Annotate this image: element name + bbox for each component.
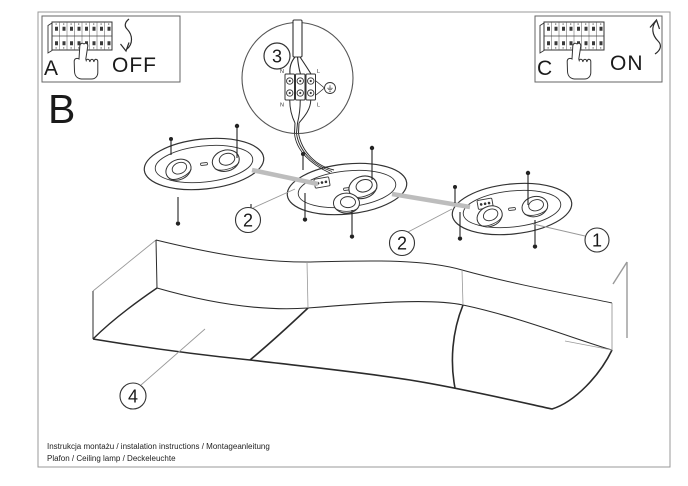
terminal-block	[285, 74, 316, 100]
terminal-label-l-top: L	[316, 69, 321, 75]
callout-3-number: 3	[271, 46, 283, 67]
power-cable-sleeve	[293, 20, 302, 57]
step-a-panel	[42, 16, 180, 82]
lamp-holder-icon	[333, 193, 359, 213]
footer-line-2: Plafon / Ceiling lamp / Deckeleuchte	[47, 454, 176, 463]
callout-2b-number: 2	[396, 233, 408, 254]
terminal-label-l-bottom: L	[316, 102, 321, 109]
step-c-label: C	[537, 57, 553, 80]
terminal-label-n-top: N	[280, 69, 284, 75]
power-off-label: OFF	[112, 54, 157, 77]
callout-1-number: 1	[591, 230, 603, 251]
ground-symbol-icon	[325, 83, 336, 94]
terminal-label-n-bottom: N	[280, 102, 284, 109]
power-on-label: ON	[610, 52, 644, 75]
footer-line-1: Instrukcja montażu / instalation instructions / Montageanleitung	[47, 442, 270, 451]
step-a-label: A	[44, 57, 59, 80]
callout-2-number: 2	[242, 210, 254, 231]
step-b-label: B	[48, 86, 76, 132]
breaker-panel-on-icon	[540, 22, 604, 53]
callout-4-number: 4	[127, 386, 139, 407]
step-c-panel	[535, 16, 662, 82]
